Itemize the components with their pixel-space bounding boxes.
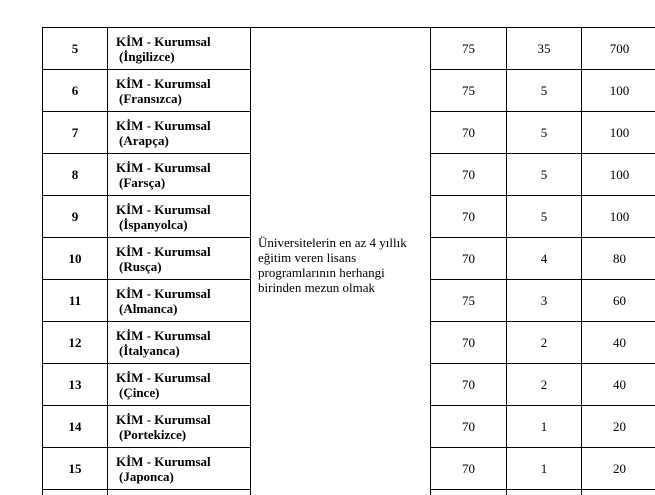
position-title (108, 406, 251, 448)
position-title (108, 28, 251, 70)
row-number: 8 (43, 154, 108, 196)
row-number: 15 (43, 448, 108, 490)
position-language: (Arapça) (119, 132, 169, 148)
position-name: KİM - Kurumsal (116, 33, 211, 49)
empty-cell (582, 490, 655, 495)
value-col-c: 60 (582, 280, 655, 322)
value-col-b: 2 (507, 364, 582, 406)
position-language: (Farsça) (119, 174, 166, 190)
row-number: 5 (43, 28, 108, 70)
position-title (108, 448, 251, 490)
value-col-a: 75 (431, 70, 507, 112)
position-language: (Japonca) (119, 468, 174, 484)
value-col-a: 70 (431, 406, 507, 448)
positions-table-body (43, 28, 655, 495)
position-language: (Çince) (119, 384, 160, 400)
value-col-a: 70 (431, 112, 507, 154)
position-language: (Fransızca) (119, 90, 182, 106)
position-name: KİM - Kurumsal (116, 453, 211, 469)
position-name: KİM - Kurumsal (116, 75, 211, 91)
row-number: 13 (43, 364, 108, 406)
value-col-b: 3 (507, 280, 582, 322)
position-title (108, 280, 251, 322)
position-language: (İngilizce) (119, 48, 175, 64)
empty-cell (108, 490, 251, 495)
value-col-a: 70 (431, 448, 507, 490)
value-col-b: 5 (507, 196, 582, 238)
value-col-c: 100 (582, 154, 655, 196)
value-col-b: 5 (507, 112, 582, 154)
position-name: KİM - Kurumsal (116, 243, 211, 259)
position-name: KİM - Kurumsal (116, 327, 211, 343)
value-col-c: 40 (582, 364, 655, 406)
value-col-c: 100 (582, 112, 655, 154)
position-title (108, 196, 251, 238)
position-language: (İspanyolca) (119, 216, 188, 232)
position-name: KİM - Kurumsal (116, 117, 211, 133)
position-title (108, 70, 251, 112)
position-name: KİM - Kurumsal (116, 159, 211, 175)
value-col-b: 1 (507, 406, 582, 448)
empty-cell (507, 490, 582, 495)
position-language: (Portekizce) (119, 426, 187, 442)
value-col-a: 75 (431, 280, 507, 322)
position-name: KİM - Kurumsal (116, 411, 211, 427)
value-col-a: 70 (431, 154, 507, 196)
value-col-a: 70 (431, 322, 507, 364)
value-col-c: 100 (582, 196, 655, 238)
position-name: KİM - Kurumsal (116, 201, 211, 217)
position-title (108, 322, 251, 364)
value-col-c: 20 (582, 448, 655, 490)
row-number: 9 (43, 196, 108, 238)
value-col-a: 70 (431, 196, 507, 238)
value-col-c: 80 (582, 238, 655, 280)
row-number: 7 (43, 112, 108, 154)
value-col-c: 100 (582, 70, 655, 112)
empty-cell (43, 490, 108, 495)
row-number: 14 (43, 406, 108, 448)
value-col-b: 4 (507, 238, 582, 280)
position-title (108, 238, 251, 280)
position-title (108, 112, 251, 154)
value-col-a: 70 (431, 238, 507, 280)
position-language: (Rusça) (119, 258, 162, 274)
value-col-c: 40 (582, 322, 655, 364)
requirement-cell: Üniversitelerin en az 4 yıllık eğitim veren lisans programlarının herhangi birinden mezun olmak (251, 28, 431, 495)
position-name: KİM - Kurumsal (116, 369, 211, 385)
positions-table (42, 27, 655, 495)
position-title (108, 364, 251, 406)
position-name: KİM - Kurumsal (116, 285, 211, 301)
value-col-c: 700 (582, 28, 655, 70)
value-col-b: 2 (507, 322, 582, 364)
position-title (108, 154, 251, 196)
position-language: (Almanca) (119, 300, 178, 316)
value-col-c: 20 (582, 406, 655, 448)
value-col-a: 75 (431, 28, 507, 70)
row-number: 10 (43, 238, 108, 280)
value-col-b: 1 (507, 448, 582, 490)
row-number: 12 (43, 322, 108, 364)
value-col-b: 35 (507, 28, 582, 70)
position-language: (İtalyanca) (119, 342, 180, 358)
value-col-a: 70 (431, 364, 507, 406)
empty-cell (431, 490, 507, 495)
row-number: 11 (43, 280, 108, 322)
value-col-b: 5 (507, 70, 582, 112)
row-number: 6 (43, 70, 108, 112)
table-row (43, 28, 655, 70)
value-col-b: 5 (507, 154, 582, 196)
